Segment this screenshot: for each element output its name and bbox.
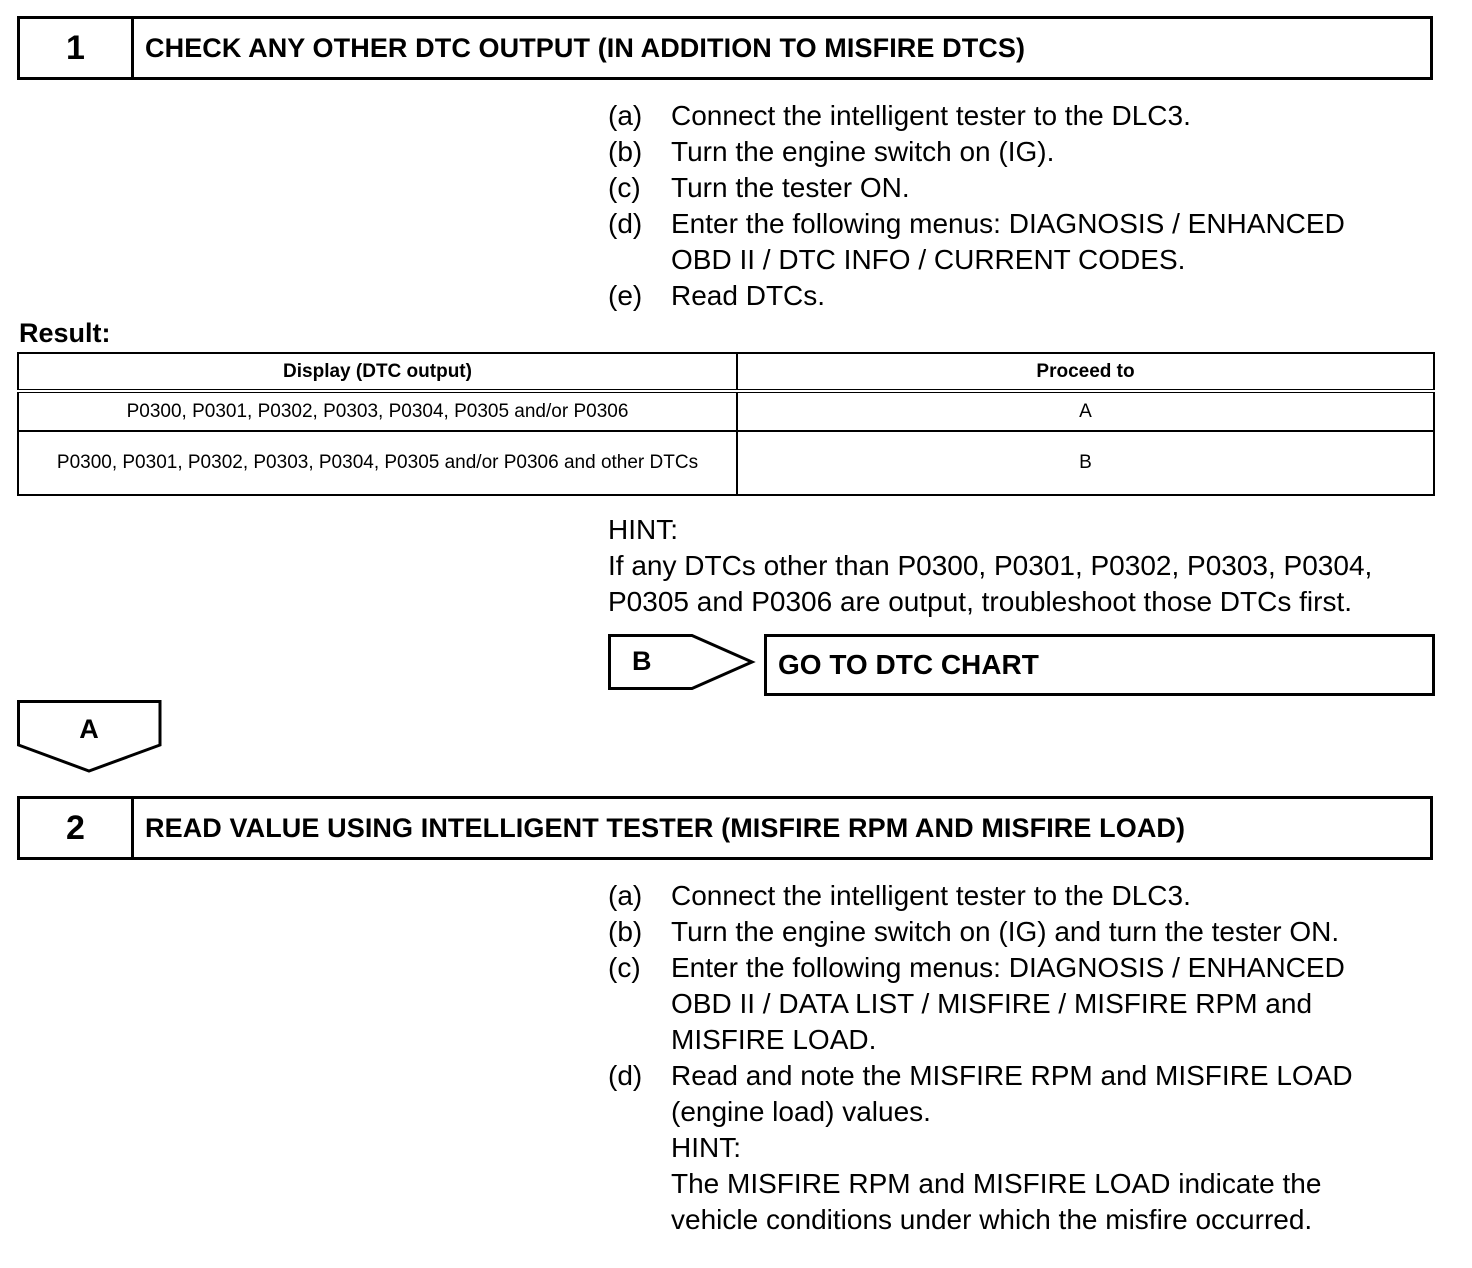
instruction-item (608, 950, 1448, 1058)
instruction-item (608, 170, 1448, 206)
instruction-line: OBD II / DATA LIST / MISFIRE / MISFIRE RPM and (671, 988, 1313, 1019)
instruction-item (608, 278, 1448, 314)
instruction-label: (a) (608, 100, 643, 131)
step-1-number: 1 (20, 19, 134, 77)
step-2-instructions (608, 878, 1448, 1238)
instruction-text (671, 950, 1448, 1058)
instruction-line: MISFIRE LOAD. (671, 1024, 877, 1055)
table-row (18, 431, 1434, 495)
branch-b-label: B (632, 646, 652, 676)
proceed-cell: A (737, 391, 1434, 431)
step-2-header (17, 796, 1433, 860)
instruction-label: (a) (608, 880, 643, 911)
instruction-label: (b) (608, 916, 643, 947)
instruction-item (608, 98, 1448, 134)
column-header-proceed: Proceed to (737, 353, 1434, 391)
branch-a-tag (17, 700, 163, 774)
hint-title: HINT: (608, 514, 678, 545)
instruction-label: (d) (608, 208, 643, 239)
instruction-line: Read and note the MISFIRE RPM and MISFIRE LOAD (671, 1060, 1353, 1091)
step-2-title: READ VALUE USING INTELLIGENT TESTER (MISFIRE RPM AND MISFIRE LOAD) (145, 812, 1186, 843)
column-header-display: Display (DTC output) (18, 353, 737, 391)
instruction-item (608, 1058, 1448, 1238)
table-header-row (18, 353, 1434, 391)
instruction-line: Enter the following menus: DIAGNOSIS / ENHANCED (671, 208, 1345, 239)
hint-text-line: P0305 and P0306 are output, troubleshoot those DTCs first. (608, 586, 1353, 617)
instruction-text (671, 1058, 1448, 1238)
proceed-cell: B (737, 431, 1434, 495)
display-cell: P0300, P0301, P0302, P0303, P0304, P0305 and/or P0306 and other DTCs (18, 431, 737, 495)
instruction-text: Turn the tester ON. (671, 172, 910, 203)
table-row (18, 391, 1434, 431)
step-1-hint (608, 512, 1448, 620)
instruction-item (608, 914, 1448, 950)
instruction-line: (engine load) values. (671, 1096, 931, 1127)
hint-text-line: The MISFIRE RPM and MISFIRE LOAD indicate the (671, 1168, 1322, 1199)
display-cell: P0300, P0301, P0302, P0303, P0304, P0305 and/or P0306 (18, 391, 737, 431)
step-1-header (17, 16, 1433, 80)
instruction-text: Connect the intelligent tester to the DLC3. (671, 880, 1191, 911)
instruction-label: (c) (608, 952, 641, 983)
result-label: Result: (19, 318, 111, 348)
step-1-title: CHECK ANY OTHER DTC OUTPUT (IN ADDITION TO MISFIRE DTCS) (145, 32, 1026, 63)
instruction-text: Connect the intelligent tester to the DLC3. (671, 100, 1191, 131)
instruction-text (671, 206, 1448, 278)
step-1-instructions (608, 98, 1448, 314)
instruction-text: Read DTCs. (671, 280, 826, 311)
instruction-label: (d) (608, 1060, 643, 1091)
arrow-right-tag-icon (608, 634, 756, 692)
hint-text-line: vehicle conditions under which the misfire occurred. (671, 1204, 1313, 1235)
branch-b-tag (608, 634, 754, 690)
instruction-item (608, 134, 1448, 170)
hint-title: HINT: (671, 1132, 741, 1163)
goto-dtc-chart-box: GO TO DTC CHART (764, 634, 1435, 696)
instruction-line: OBD II / DTC INFO / CURRENT CODES. (671, 244, 1186, 275)
instruction-label: (e) (608, 280, 643, 311)
instruction-item (608, 206, 1448, 278)
instruction-text: Turn the engine switch on (IG). (671, 136, 1055, 167)
instruction-line: Enter the following menus: DIAGNOSIS / ENHANCED (671, 952, 1345, 983)
instruction-text: Turn the engine switch on (IG) and turn the tester ON. (671, 916, 1340, 947)
instruction-item (608, 878, 1448, 914)
step-2-number: 2 (20, 799, 134, 857)
instruction-label: (b) (608, 136, 643, 167)
instruction-label: (c) (608, 172, 641, 203)
hint-text-line: If any DTCs other than P0300, P0301, P0302, P0303, P0304, (608, 550, 1373, 581)
result-table (17, 352, 1435, 496)
branch-a-label: A (79, 714, 99, 744)
